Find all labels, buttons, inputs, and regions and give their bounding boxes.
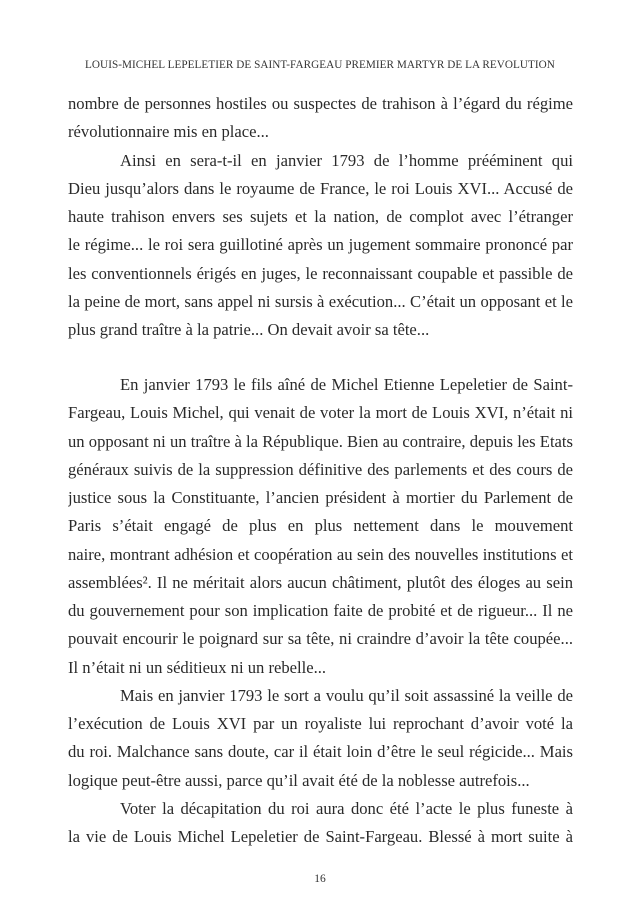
text-block-2 bbox=[68, 371, 573, 851]
text-line: haute trahison envers ses sujets et la nation, de complot avec l’étranger bbox=[68, 207, 573, 226]
running-header: LOUIS-MICHEL LEPELETIER DE SAINT-FARGEAU PREMIER MARTYR DE LA REVOLUTION bbox=[85, 59, 555, 71]
text-line: naire, montrant adhésion et coopération au sein des nouvelles institutions et bbox=[68, 544, 573, 564]
text-line: les conventionnels érigés en juges, le reconnaissant coupable et passible de bbox=[68, 263, 573, 283]
text-block-1 bbox=[68, 90, 573, 344]
text-line: En janvier 1793 le fils aîné de Michel Etienne Lepeletier de Saint- bbox=[120, 375, 573, 394]
text-line: plus grand traître à la patrie... On devait avoir sa tête... bbox=[68, 320, 430, 339]
text-line: nombre de personnes hostiles ou suspectes de trahison à l’égard du régime bbox=[68, 94, 573, 113]
text-line: un opposant ni un traître à la République. Bien au contraire, depuis les Etats bbox=[68, 431, 573, 451]
page-number: 16 bbox=[314, 873, 326, 885]
text-line: révolutionnaire mis en place... bbox=[68, 122, 269, 142]
text-line: Voter la décapitation du roi aura donc été l’acte le plus funeste à bbox=[120, 798, 573, 818]
text-line: l’exécution de Louis XVI par un royaliste lui reprochant d’avoir voté la bbox=[68, 714, 573, 733]
text-line: du roi. Malchance sans doute, car il était loin d’être le seul régicide... Mais bbox=[68, 742, 573, 762]
text-line: Mais en janvier 1793 le sort a voulu qu’il soit assassiné la veille de bbox=[120, 685, 573, 705]
text-line: assemblées². Il ne méritait alors aucun châtiment, plutôt des éloges au sein bbox=[68, 572, 573, 592]
text-line: généraux suivis de la suppression définitive des parlements et des cours de bbox=[68, 459, 573, 479]
text-line: le régime... le roi sera guillotiné après un jugement sommaire prononcé par bbox=[68, 235, 573, 255]
text-line: justice sous la Constituante, l’ancien président à mortier du Parlement de bbox=[68, 488, 573, 507]
text-line: du gouvernement pour son implication faite de probité et de rigueur... Il ne bbox=[68, 601, 573, 620]
text-line: la peine de mort, sans appel ni sursis à exécution... C’était un opposant et le bbox=[68, 291, 573, 311]
text-line: logique peut-être aussi, parce qu’il avait été de la noblesse autrefois... bbox=[68, 770, 530, 790]
text-line: Dieu jusqu’alors dans le royaume de France, le roi Louis XVI... Accusé de bbox=[68, 178, 573, 198]
text-line: Il n’était ni un séditieux ni un rebelle... bbox=[68, 657, 327, 677]
text-line: Ainsi en sera-t-il en janvier 1793 de l’homme prééminent qui bbox=[120, 150, 573, 170]
text-line: la vie de Louis Michel Lepeletier de Saint-Fargeau. Blessé à mort suite à bbox=[68, 827, 573, 846]
text-line: Paris s’était engagé de plus en plus nettement dans le mouvement bbox=[68, 516, 573, 536]
text-line: pouvait encourir le poignard sur sa tête, ni craindre d’avoir la tête coupée... bbox=[68, 629, 573, 649]
text-line: Fargeau, Louis Michel, qui venait de voter la mort de Louis XVI, n’était ni bbox=[68, 403, 573, 423]
